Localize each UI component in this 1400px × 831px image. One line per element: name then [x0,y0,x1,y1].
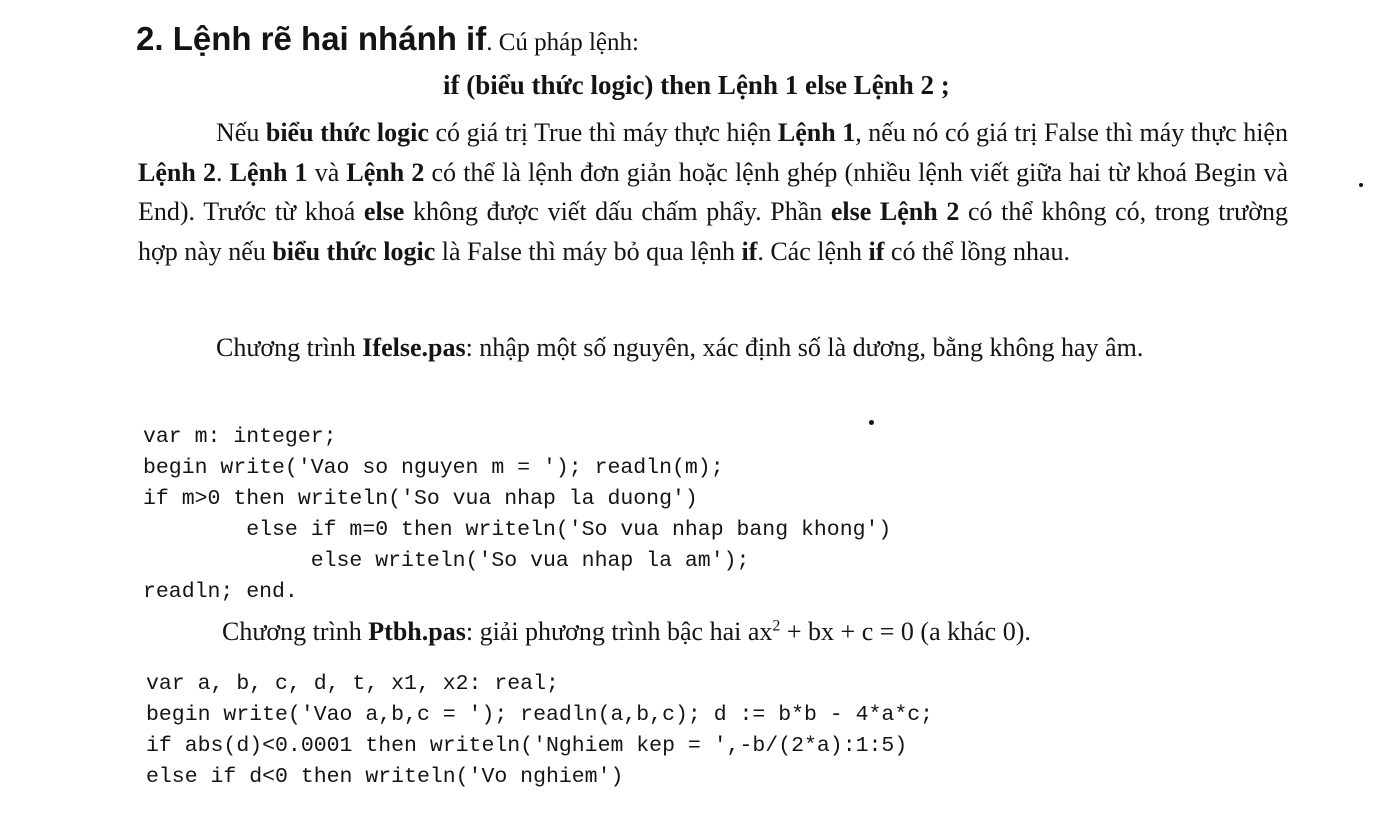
text-run: là False thì máy bỏ qua lệnh [435,236,742,266]
text-run: Chương trình [222,617,369,646]
code-block-ifelse [143,422,891,608]
text-run: có thể không có, trong trường hợp này nếu [138,197,1288,266]
text-run: có thể lồng nhau. [884,236,1070,266]
code-line: else if d<0 then writeln('Vo nghiem') [146,765,624,789]
bold-run: Lệnh 2 [346,157,425,187]
syntax-line: if (biểu thức logic) then Lệnh 1 else Lệnh 2 ; [443,70,950,100]
paragraph-if-explanation [138,113,1288,271]
superscript-exponent: 2 [772,617,781,635]
program-name-ptbh: Ptbh.pas [368,617,466,646]
text-run: không được viết dấu chấm phẩy. Phần [404,197,831,226]
text-run: Nếu [216,118,266,147]
text-run: , nếu nó có giá trị False thì máy thực hiện [855,118,1288,147]
paragraph-ifelse-program [138,328,1288,368]
text-run: có giá trị True thì máy thực hiện [428,118,778,147]
text-run: . Các lệnh [757,236,869,266]
code-line: begin write('Vao so nguyen m = '); readln(m); [143,456,724,480]
scan-speck [869,420,874,425]
section-heading [136,20,639,58]
section-heading-title: 2. Lệnh rẽ hai nhánh if [136,20,487,57]
text-run: và [307,157,347,187]
code-line: readln; end. [143,580,298,604]
bold-run: if [741,236,758,266]
code-block-ptbh [146,669,933,793]
bold-run: biểu thức logic [272,236,436,266]
program-name-ifelse: Ifelse.pas [362,333,466,362]
text-run: . [215,157,230,187]
text-run: : giải phương trình bậc hai ax [465,617,773,646]
bold-run: Lệnh 2 [138,157,216,187]
scan-speck [1359,183,1363,187]
bold-run: biểu thức logic [265,118,429,147]
code-line: if m>0 then writeln('So vua nhap la duong') [143,487,698,511]
text-run: + bx + c = 0 (a khác 0). [780,617,1031,646]
code-line: var a, b, c, d, t, x1, x2: real; [146,672,559,696]
text-run: có thể là lệnh đơn giản hoặc lệnh ghép (nhiều lệnh viết giữa hai từ khoá Begin và End). Trước từ khoá [138,157,1288,226]
text-run: Chương trình [216,333,363,362]
bold-run: Lệnh 1 [777,118,856,147]
code-line: else writeln('So vua nhap la am'); [143,549,750,573]
paragraph-ptbh-program [144,612,1294,652]
section-heading-tail: . Cú pháp lệnh: [486,29,639,56]
code-line: var m: integer; [143,425,337,449]
bold-run: Lệnh 1 [229,157,308,187]
code-line: else if m=0 then writeln('So vua nhap bang khong') [143,518,892,542]
text-run: : nhập một số nguyên, xác định số là dương, bằng không hay âm. [465,333,1144,362]
code-line: begin write('Vao a,b,c = '); readln(a,b,c); d := b*b - 4*a*c; [146,703,934,727]
code-line: if abs(d)<0.0001 then writeln('Nghiem kep = ',-b/(2*a):1:5) [146,734,908,758]
bold-run: else [363,197,405,226]
bold-run: if [868,236,885,266]
bold-run: else Lệnh 2 [830,197,960,226]
